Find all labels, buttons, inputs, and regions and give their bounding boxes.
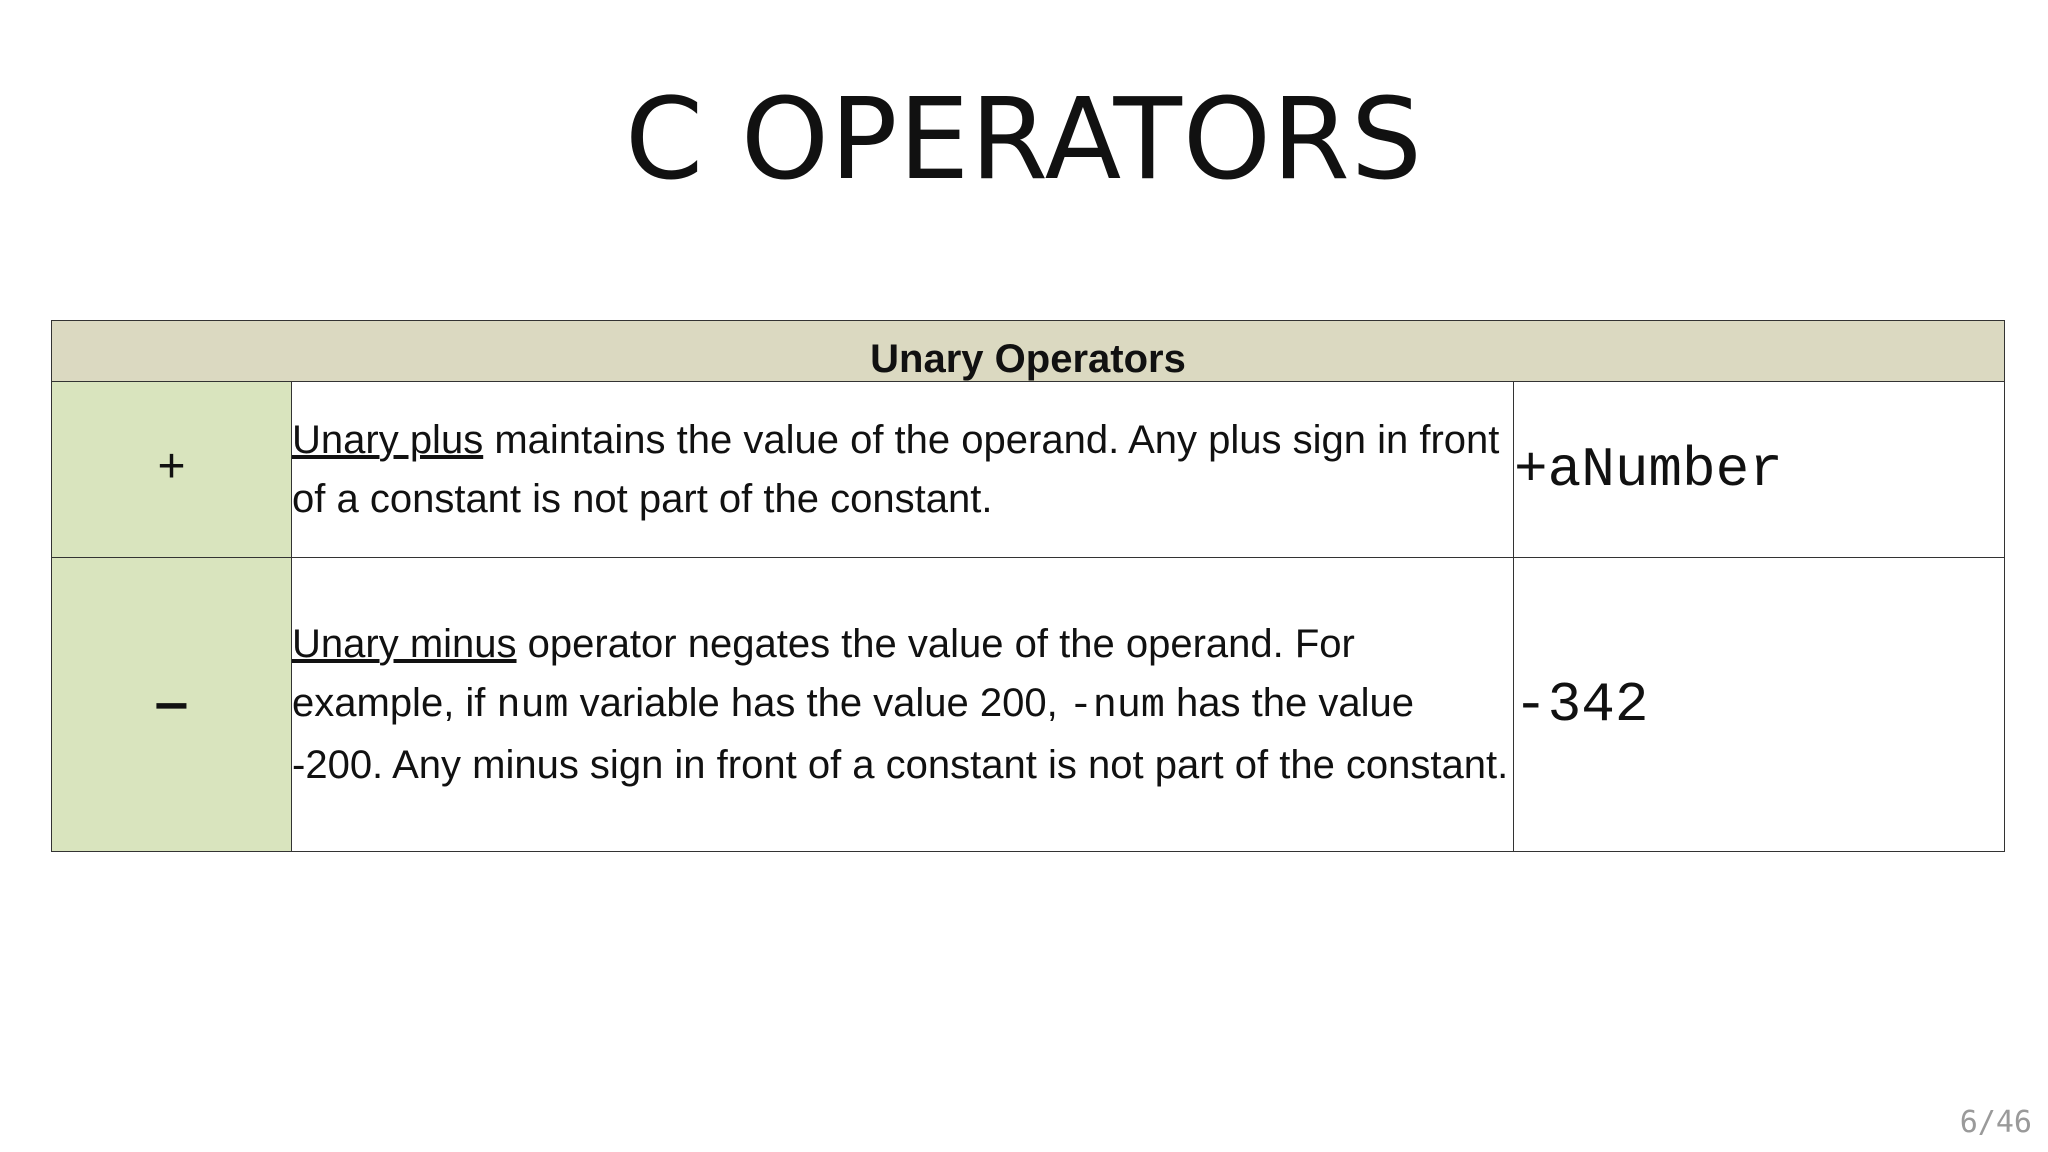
slide-title: C OPERATORS [625, 75, 1423, 205]
description-text: maintains the value of the operand. Any plus sign in front of a constant is not part of the constant. [292, 417, 1500, 521]
unary-operators-table [51, 320, 2005, 852]
page-number: 6/46 [1959, 1105, 2032, 1140]
operator-symbol-minus: − [52, 558, 292, 852]
operator-symbol-plus: + [52, 382, 292, 558]
table-header: Unary Operators [52, 321, 2005, 382]
operator-description-minus [292, 558, 1514, 852]
operator-description-plus [292, 382, 1514, 558]
inline-code-num: num [496, 683, 569, 729]
inline-code-neg-num: -num [1068, 683, 1165, 729]
operator-example-plus: +aNumber [1514, 382, 2005, 558]
description-text: operator negates the value of the operand. For example, if [292, 621, 1355, 725]
description-text: has the value -200. Any minus sign in front of a constant is not part of the constant. [292, 680, 1509, 787]
table-row-unary-minus [52, 558, 2005, 852]
term-unary-plus: Unary plus [292, 417, 484, 462]
operator-example-minus: -342 [1514, 558, 2005, 852]
term-unary-minus: Unary minus [292, 621, 517, 666]
description-text: variable has the value 200, [568, 680, 1069, 725]
table-row-unary-plus [52, 382, 2005, 558]
